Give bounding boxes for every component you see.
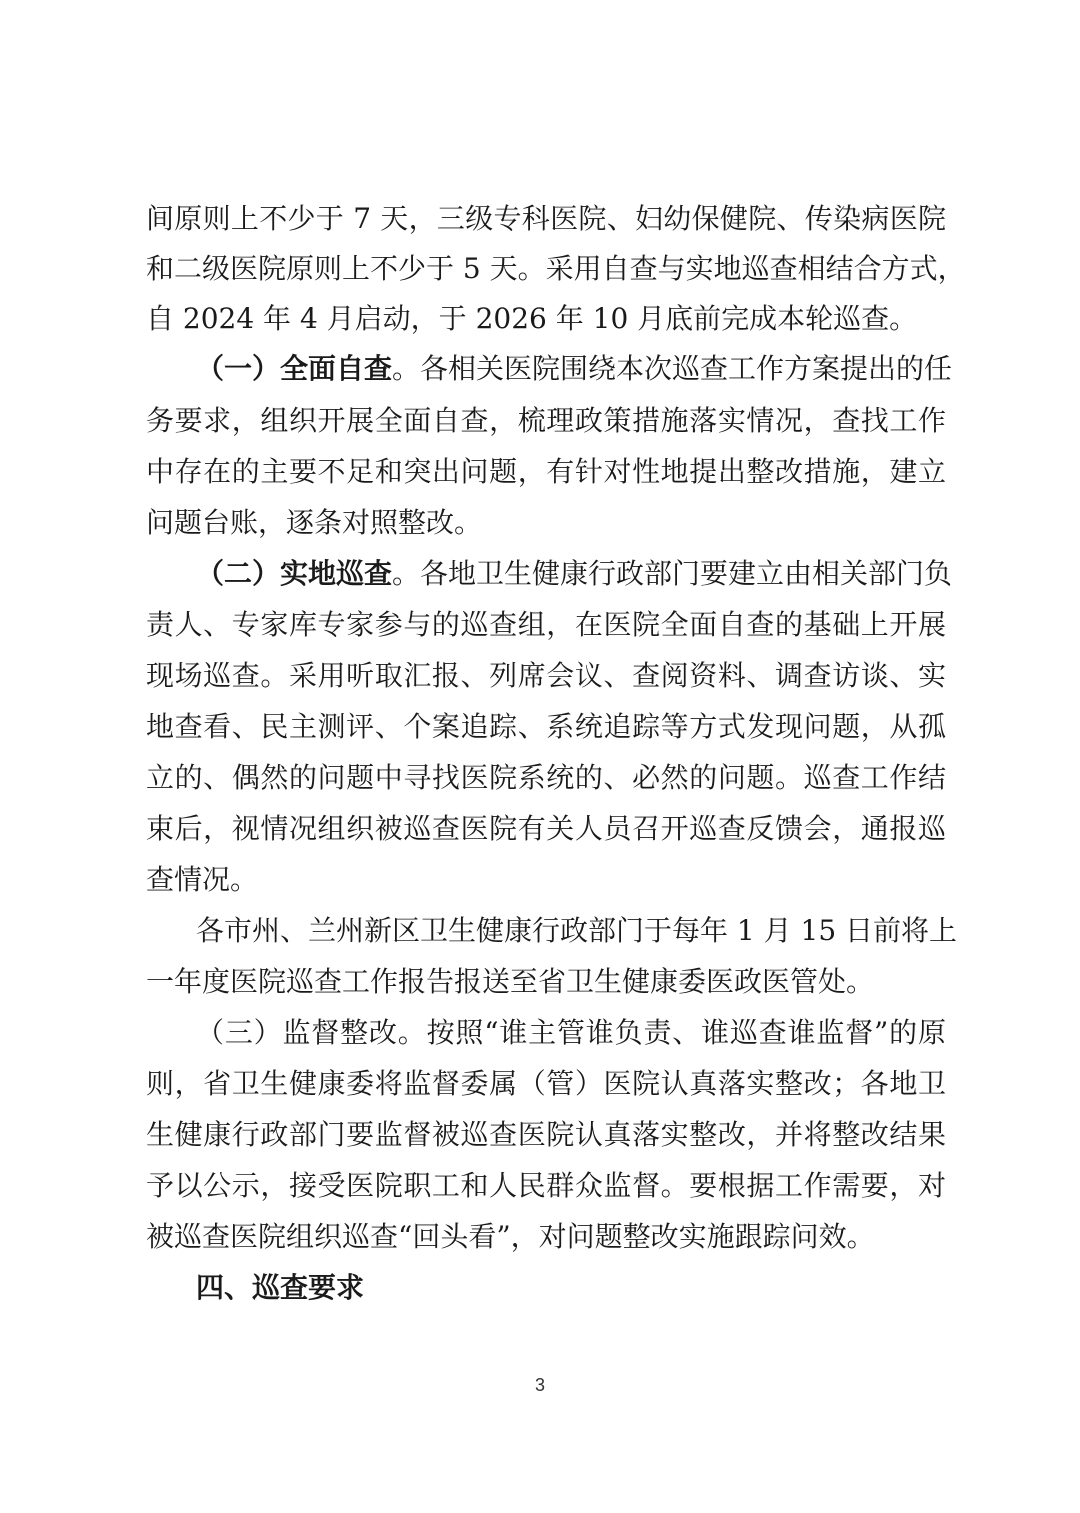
section3-line-4: 予以公示，接受医院职工和人民群众监督。要根据工作需要，对	[146, 1169, 946, 1202]
section2-line-1	[196, 548, 953, 600]
section3-text-1: 。按照“谁主管谁负责、谁巡查谁监督”的原	[397, 1016, 946, 1049]
section1-line-3: 中存在的主要不足和突出问题，有针对性地提出整改措施，建立	[146, 455, 946, 488]
report-line-1: 各市州、兰州新区卫生健康行政部门于每年 1 月 15 日前将上	[196, 914, 958, 947]
intro-line-2: 和二级医院原则上不少于 5 天。采用自查与实地巡查相结合方式，	[146, 252, 966, 285]
section3-line-2: 则，省卫生健康委将监督委属（管）医院认真落实整改；各地卫	[146, 1067, 946, 1100]
section2-line-4: 地查看、民主测评、个案追踪、系统追踪等方式发现问题，从孤	[146, 710, 946, 743]
section3-line-1	[196, 1007, 946, 1059]
section1-title: （一）全面自查	[196, 352, 393, 385]
section2-line-5: 立的、偶然的问题中寻找医院系统的、必然的问题。巡查工作结	[146, 761, 946, 794]
section1-line-1	[196, 343, 953, 395]
section3-line-3: 生健康行政部门要监督被巡查医院认真落实整改，并将整改结果	[146, 1118, 946, 1151]
intro-line-1: 间原则上不少于 7 天，三级专科医院、妇幼保健院、传染病医院	[146, 202, 946, 235]
intro-line-3: 自 2024 年 4 月启动，于 2026 年 10 月底前完成本轮巡查。	[146, 302, 918, 335]
section4-heading: 四、巡查要求	[196, 1271, 365, 1304]
section2-line-3: 现场巡查。采用听取汇报、列席会议、查阅资料、调查访谈、实	[146, 659, 946, 692]
section2-line-6: 束后，视情况组织被巡查医院有关人员召开巡查反馈会，通报巡	[146, 812, 946, 845]
section1-text-1: 。各相关医院围绕本次巡查工作方案提出的任	[392, 352, 953, 385]
section1-line-2: 务要求，组织开展全面自查，梳理政策措施落实情况，查找工作	[146, 404, 946, 437]
section2-line-7: 查情况。	[146, 863, 259, 896]
section1-line-4: 问题台账，逐条对照整改。	[146, 506, 483, 539]
section2-text-1: 。各地卫生健康行政部门要建立由相关部门负	[392, 557, 953, 590]
report-line-2: 一年度医院巡查工作报告报送至省卫生健康委医政医管处。	[146, 965, 875, 998]
section2-title: （二）实地巡查	[196, 557, 393, 590]
section3-line-5: 被巡查医院组织巡查“回头看”，对问题整改实施跟踪问效。	[146, 1220, 875, 1253]
section2-line-2: 责人、专家库专家参与的巡查组，在医院全面自查的基础上开展	[146, 608, 946, 641]
page-number: 3	[534, 1375, 545, 1395]
section3-title: （三）监督整改	[196, 1016, 398, 1049]
